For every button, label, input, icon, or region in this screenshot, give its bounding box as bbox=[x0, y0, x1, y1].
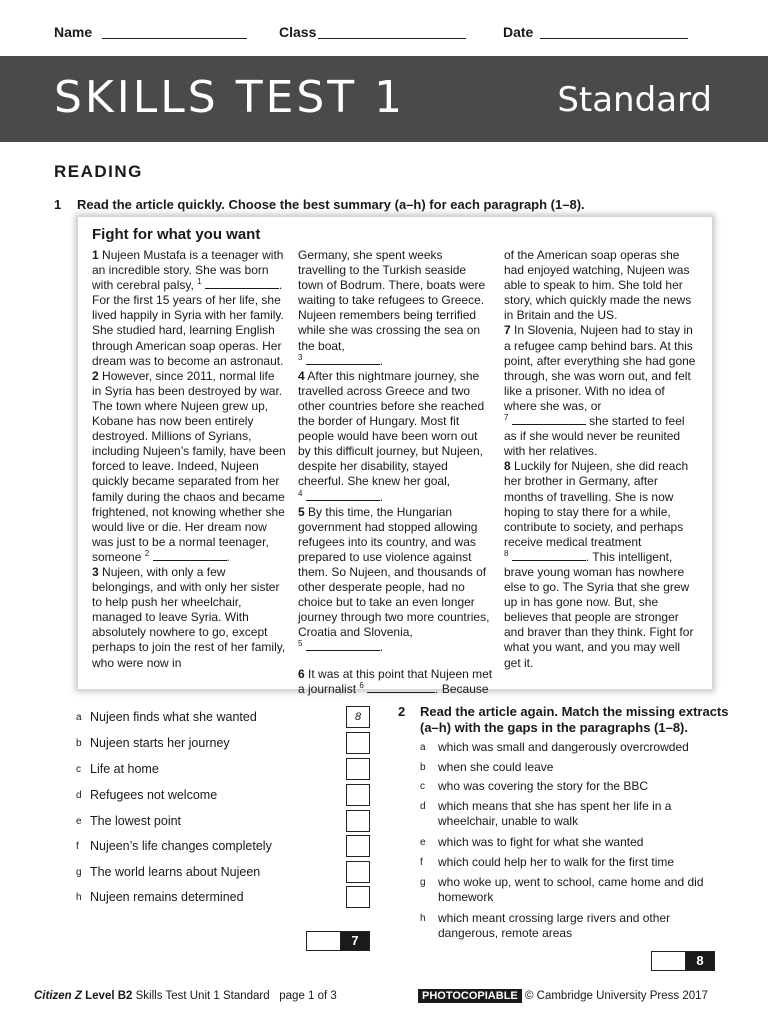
summary-letter: h bbox=[76, 892, 82, 903]
date-field[interactable] bbox=[540, 38, 688, 39]
summary-letter: d bbox=[76, 790, 82, 801]
extract-letter: e bbox=[420, 837, 426, 848]
gap-blank[interactable] bbox=[512, 414, 586, 425]
footer bbox=[34, 990, 337, 1002]
score-total: 8 bbox=[685, 951, 715, 971]
gap-number: 5 bbox=[298, 639, 303, 649]
summary-letter: b bbox=[76, 738, 82, 749]
gap-blank[interactable] bbox=[306, 640, 380, 651]
footer-page: page 1 of 3 bbox=[279, 990, 337, 1002]
summary-letter: f bbox=[76, 841, 79, 852]
answer-box[interactable] bbox=[346, 784, 370, 806]
gap-number: 2 bbox=[144, 548, 150, 558]
extract-text: which was small and dangerously overcrowded bbox=[438, 740, 689, 754]
paragraph-text: she started to feel as if she would never be reunited with her relatives. bbox=[504, 414, 685, 459]
gap-number: 3 bbox=[298, 352, 303, 362]
paragraph-text: Nujeen Mustafa is a teenager with an incredible story. She was born with cerebral palsy, bbox=[92, 248, 284, 293]
name-label: Name bbox=[54, 24, 93, 40]
photocopiable-badge: PHOTOCOPIABLE bbox=[418, 989, 522, 1003]
gap-number: 1 bbox=[197, 277, 202, 287]
gap-number: 8 bbox=[504, 548, 509, 558]
paragraph-number: 4 bbox=[298, 368, 305, 383]
paragraph-text: However, since 2011, normal life in Syria has been destroyed by war. The town where Nujeen grew up, Kobane has now been entirely destroyed. Millions of Syrians, including Nujeen’s family, have been forced to leave. Indeed, Nujeen quickly became separated from her family during the chaos and became frightened, not knowing whether she would live or die. Her dream now was just to be a normal teenager, someone bbox=[92, 368, 286, 564]
summary-text: The lowest point bbox=[90, 814, 182, 828]
summary-text: Nujeen finds what she wanted bbox=[90, 710, 257, 724]
answer-box[interactable] bbox=[346, 835, 370, 857]
article-column-1: 1 Nujeen Mustafa is a teenager with an incredible story. She was born with cerebral palsy, $^1$ . For the first 15 years of her life, she lived happily in Syria with her family. She studied hard, learning English through American soap operas. Her dream was to become an astronaut. 2 However, since 2011, normal life in Syria has been destroyed by war. The town where Nujeen grew up, Kobane has now been entirely destroyed. Millions of Syrians, including Nujeen’s family, have been forced to leave. Indeed, Nujeen quickly became separated from her family during the chaos and became frightened, not knowing whether she would live or die. Her dream now was just to be a normal teenager, someone $^2$ . 3 Nujeen, with only a few belongings, and with only her sister to help push her wheelchair, managed to leave Syria. With absolutely nowhere to go, except perhaps to join the rest of her family, who were now in bbox=[92, 248, 286, 670]
paragraph-text: . This intelligent, brave young woman has nowhere else to go. The Syria that she grew up in has gone now. But, she believes that people are stronger and braver than they think. Fight for what you want, and you may well get it. bbox=[504, 549, 694, 670]
extract-text: which meant crossing large rivers and other dangerous, remote areas bbox=[438, 911, 671, 940]
paragraph-number: 2 bbox=[92, 368, 99, 383]
paragraph-text: By this time, the Hungarian government had stopped allowing refugees into its country, and was prepared to use violence against them. So Nujeen, and thousands of other desperate people, had no choice but to take an even longer journey through two more countries, Croatia and Slovenia, bbox=[298, 504, 490, 640]
page-title: SKILLS TEST 1 bbox=[54, 72, 406, 123]
gap-number: 4 bbox=[298, 488, 303, 498]
score-total: 7 bbox=[340, 931, 370, 951]
extract-text: which was to fight for what she wanted bbox=[438, 835, 644, 849]
extract-letter: a bbox=[420, 742, 426, 753]
paragraph-text: Germany, she spent weeks travelling to the Turkish seaside town of Bodrum. There, boats were waiting to take refugees to Greece. Nujeen remembers being terrified while she was crossing the sea on the boat, bbox=[298, 248, 486, 353]
summary-text: Life at home bbox=[90, 762, 159, 776]
answer-box[interactable] bbox=[346, 886, 370, 908]
article-column-3 bbox=[504, 248, 700, 671]
paragraph-number: 3 bbox=[92, 564, 99, 579]
footer-unit: Skills Test Unit 1 Standard bbox=[135, 990, 270, 1002]
gap-blank[interactable] bbox=[306, 490, 380, 501]
footer-level: Level B2 bbox=[85, 990, 133, 1002]
extract-text: when she could leave bbox=[438, 760, 554, 774]
section-heading: READING bbox=[54, 162, 143, 181]
extract-letter: h bbox=[420, 913, 426, 924]
paragraph-number: 1 bbox=[92, 248, 99, 262]
footer-book: Citizen Z bbox=[34, 990, 82, 1002]
paragraph-text: Nujeen, with only a few belongings, and with only her sister to help push her wheelchair, managed to leave Syria. With absolutely nowhere to go, except perhaps to join the rest of her family, who were now in bbox=[92, 564, 286, 670]
extract-text: who was covering the story for the BBC bbox=[438, 779, 649, 793]
article-box bbox=[78, 217, 712, 696]
question-2-number: 2 bbox=[398, 704, 406, 719]
extract-text: who woke up, went to school, came home and did homework bbox=[438, 875, 704, 904]
answer-box[interactable]: 8 bbox=[346, 706, 370, 728]
summary-letter: e bbox=[76, 816, 82, 827]
class-label: Class bbox=[279, 24, 317, 40]
article-title: Fight for what you want bbox=[92, 226, 261, 243]
extract-letter: c bbox=[420, 781, 425, 792]
class-field[interactable] bbox=[318, 38, 466, 39]
paragraph-text: Luckily for Nujeen, she did reach her brother in Germany, after months of travelling. She is now hoping to stay there for a while, contribute to society, and perhaps receive medical treatment bbox=[504, 459, 689, 549]
paragraph-text: After this nightmare journey, she travelled across Greece and two other countries before she reached the border of Hungary. Most fit people would have been worn out by this difficult journey, but Nujeen, despite her disability, stayed cheerful. She knew her goal, bbox=[298, 368, 485, 489]
summary-text: Nujeen remains determined bbox=[90, 890, 244, 904]
summary-letter: a bbox=[76, 712, 82, 723]
summary-text: Nujeen starts her journey bbox=[90, 736, 230, 750]
level-label: Standard bbox=[557, 80, 712, 120]
gap-blank[interactable] bbox=[367, 682, 435, 693]
answer-box[interactable] bbox=[346, 758, 370, 780]
extract-letter: f bbox=[420, 857, 423, 868]
summary-letter: c bbox=[76, 764, 81, 775]
score-entry-box[interactable] bbox=[306, 931, 342, 951]
paragraph-number: 8 bbox=[504, 459, 511, 474]
question-1-instruction: Read the article quickly. Choose the best summary (a–h) for each paragraph (1–8). bbox=[77, 197, 585, 212]
paragraph-number: 6 bbox=[298, 666, 305, 681]
summary-text: The world learns about Nujeen bbox=[90, 865, 261, 879]
paragraph-number: 5 bbox=[298, 504, 305, 519]
name-field[interactable] bbox=[102, 38, 247, 39]
extract-letter: b bbox=[420, 762, 426, 773]
footer-right bbox=[418, 990, 708, 1002]
question-2-instruction: (a–h) with the gaps in the paragraphs (1–8). bbox=[420, 720, 688, 735]
summary-letter: g bbox=[76, 867, 82, 878]
gap-number: 6 bbox=[359, 680, 364, 690]
question-1-number: 1 bbox=[54, 197, 62, 212]
gap-number: 7 bbox=[504, 413, 509, 423]
gap-blank[interactable] bbox=[205, 278, 279, 289]
extract-letter: g bbox=[420, 877, 426, 888]
date-label: Date bbox=[503, 24, 534, 40]
paragraph-text: . For the first 15 years of her life, she lived happily in Syria with her family. She studied hard, learning English through American soap operas. Her dream was to become an astronaut. bbox=[92, 278, 284, 368]
score-entry-box[interactable] bbox=[651, 951, 687, 971]
gap-blank[interactable] bbox=[153, 550, 227, 561]
answer-box[interactable] bbox=[346, 810, 370, 832]
gap-blank[interactable] bbox=[306, 354, 380, 365]
footer-copyright: © Cambridge University Press 2017 bbox=[524, 990, 708, 1002]
answer-box[interactable] bbox=[346, 732, 370, 754]
paragraph-text: In Slovenia, Nujeen had to stay in a refugee camp behind bars. At this point, after everything she had gone through, she was worn out, and felt like a prisoner. With no idea of where she was, or bbox=[504, 323, 696, 413]
summary-text: Refugees not welcome bbox=[90, 788, 218, 802]
paragraph-text: It was at this point that Nujeen met a journalist bbox=[298, 666, 493, 696]
paragraph-text: . Because bbox=[435, 681, 489, 696]
gap-blank[interactable] bbox=[512, 550, 586, 561]
extract-text: which means that she has spent her life in a wheelchair, unable to walk bbox=[438, 799, 672, 828]
question-2-instruction: Read the article again. Match the missing extracts bbox=[420, 704, 729, 719]
paragraph-text: of the American soap operas she had enjoyed watching, Nujeen was able to speak to him. She told her story, which quickly made the news in Britain and the US. bbox=[504, 248, 692, 323]
summary-text: Nujeen’s life changes completely bbox=[90, 839, 272, 853]
extract-text: which could help her to walk for the first time bbox=[438, 855, 675, 869]
article-column-2: Germany, she spent weeks travelling to the Turkish seaside town of Bodrum. There, boats were waiting to take refugees to Greece. Nujeen remembers being terrified while she was crossing the sea on the boat, $^3$ . 4 After this nightmare journey, she travelled across Greece and two other countries before she reached the border of Hungary. Most fit people would have been worn out by this difficult journey, but Nujeen, despite her disability, stayed cheerful. She knew her goal, $^4$ . 5 By this time, the Hungarian government had stopped allowing refugees into its country, and was prepared to use violence against them. So Nujeen, and thousands of other desperate people, had no choice but to take an even longer journey through two more countries, Croatia and Slovenia, $^5$ . 6 It was at this point that Nujeen met a journalist $^6$ . Because bbox=[298, 248, 493, 696]
extract-letter: d bbox=[420, 801, 426, 812]
answer-box[interactable] bbox=[346, 861, 370, 883]
paragraph-number: 7 bbox=[504, 323, 511, 338]
